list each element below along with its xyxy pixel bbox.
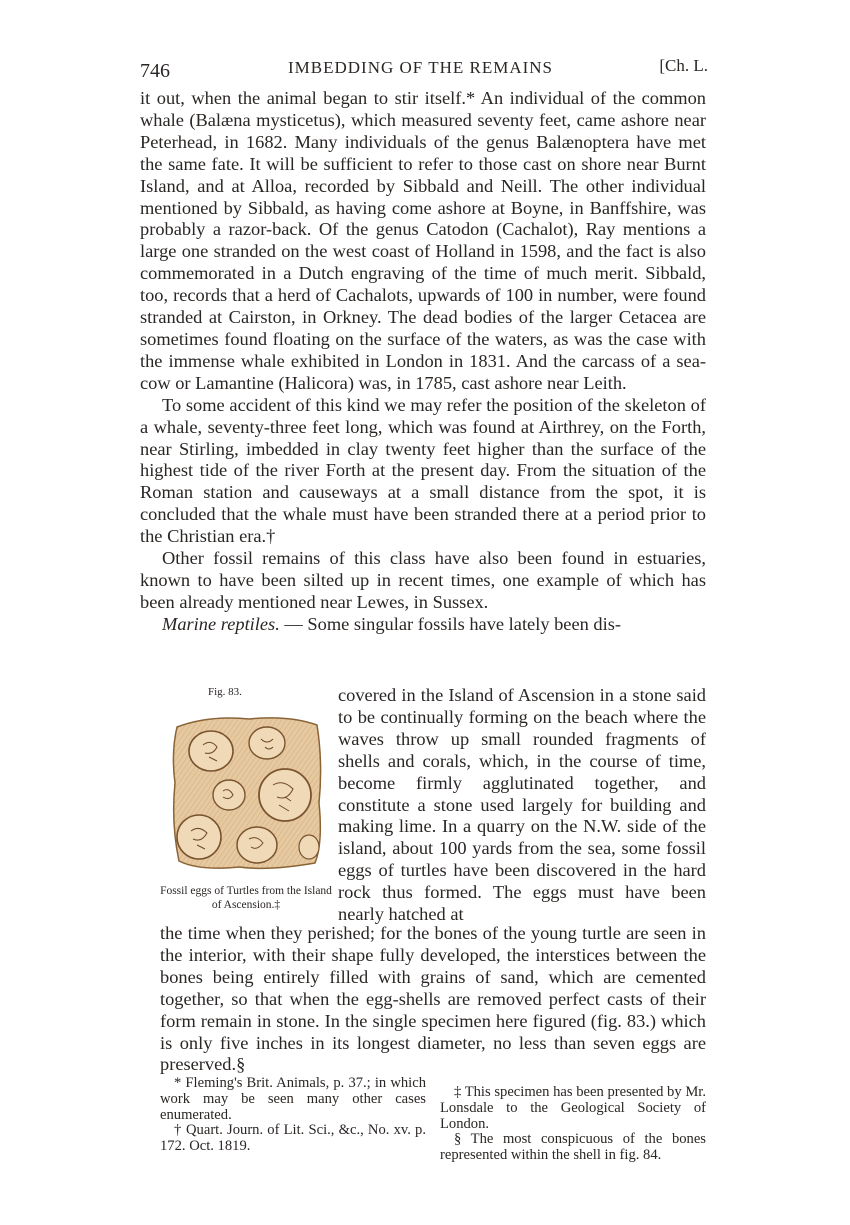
paragraph-airthrey-skeleton: To some accident of this kind we may refer the position of the skeleton of a whale, seventy-three feet long, which was found at Airthrey, on the Forth, near Stirling, imbedded in clay twenty feet higher than the surface of the highest tide of the river Forth at the present day. From the situation of the Roman station and causeways at a small distance from the spot, it is concluded that the whale must have been stranded there at a period prior to the Christian era.† — [140, 394, 706, 547]
footnote-section: § The most conspicuous of the bones represented within the shell in fig. 84. — [440, 1131, 706, 1164]
body-text-beside-figure: covered in the Island of Ascension in a stone said to be continually forming on the beach where the waves throw up small rounded fragments of shells and corals, which, in the course of time, become firmly agglutinated together, and constitute a stone used largely for building and making lime. In a quarry on the N.W. side of the island, about 100 yards from the sea, some fossil eggs of turtles have been discovered in the hard rock thus formed. The eggs must have been nearly hatched at — [338, 685, 706, 925]
marine-reptiles-lead-text: — Some singular fossils have lately been dis- — [279, 613, 622, 634]
turtle-eggs-illustration — [169, 713, 324, 871]
footnotes-right-column — [440, 1085, 706, 1164]
paragraph-marine-reptiles-lead — [140, 614, 706, 636]
figure-number: Fig. 83. — [208, 686, 242, 698]
running-title: IMBEDDING OF THE REMAINS — [288, 58, 553, 77]
marine-reptiles-heading: Marine reptiles. — [162, 613, 280, 634]
figure-caption: Fossil eggs of Turtles from the Island of Ascension.‡ — [160, 885, 332, 911]
footnote-double-dagger: ‡ This specimen has been presented by Mr. Lonsdale to the Geological Society of London. — [440, 1084, 706, 1132]
paragraph-estuaries: Other fossil remains of this class have also been found in estuaries, known to have been silted up in recent times, one example of which has been already mentioned near Lewes, in Sussex. — [140, 548, 706, 612]
footnote-dagger: † Quart. Journ. of Lit. Sci., &c., No. xv. p. 172. Oct. 1819. — [160, 1122, 426, 1155]
chapter-label: [Ch. L. — [659, 56, 708, 75]
body-text-bottom: the time when they perished; for the bones of the young turtle are seen in the interior, with their shape fully developed, the interstices between the bones being entirely filled with grains of sand, which are cemented together, so that when the egg-shells are removed perfect casts of their form remain in stone. In the single specimen here figured (fig. 83.) which is only five inches in its longest diameter, no less than seven eggs are preserved.§ — [160, 923, 706, 1075]
footnotes-left-column — [160, 1076, 426, 1155]
footnote-star: * Fleming's Brit. Animals, p. 37.; in which work may be seen many other cases enumerated. — [160, 1075, 426, 1123]
page-number: 746 — [140, 60, 170, 82]
body-text-top — [140, 88, 706, 636]
paragraph-whales: it out, when the animal began to stir itself.* An individual of the common whale (Balæna mysticetus), which measured seventy feet, came ashore near Peterhead, in 1682. Many individuals of the genus Balænoptera have met the same fate. It will be sufficient to refer to those cast on shore near Burnt Island, and at Alloa, recorded by Sibbald and Neill. The other individual mentioned by Sibbald, as having come ashore at Boyne, in Banffshire, was probably a razor-back. Of the genus Catodon (Cachalot), Ray mentions a large one stranded on the west coast of Holland in 1598, and the fact is also commemorated in a Dutch engraving of the time of much merit. Sibbald, too, records that a herd of Cachalots, upwards of 100 in number, were found stranded at Cairston, in Orkney. The dead bodies of the larger Cetacea are sometimes found floating on the surface of the waters, as was the case with the immense whale exhibited in London in 1831. And the carcass of a sea-cow or Lamantine (Halicora) was, in 1785, cast ashore near Leith. — [140, 88, 706, 393]
fossil-eggs-engraving — [169, 713, 324, 871]
running-head — [140, 54, 710, 84]
